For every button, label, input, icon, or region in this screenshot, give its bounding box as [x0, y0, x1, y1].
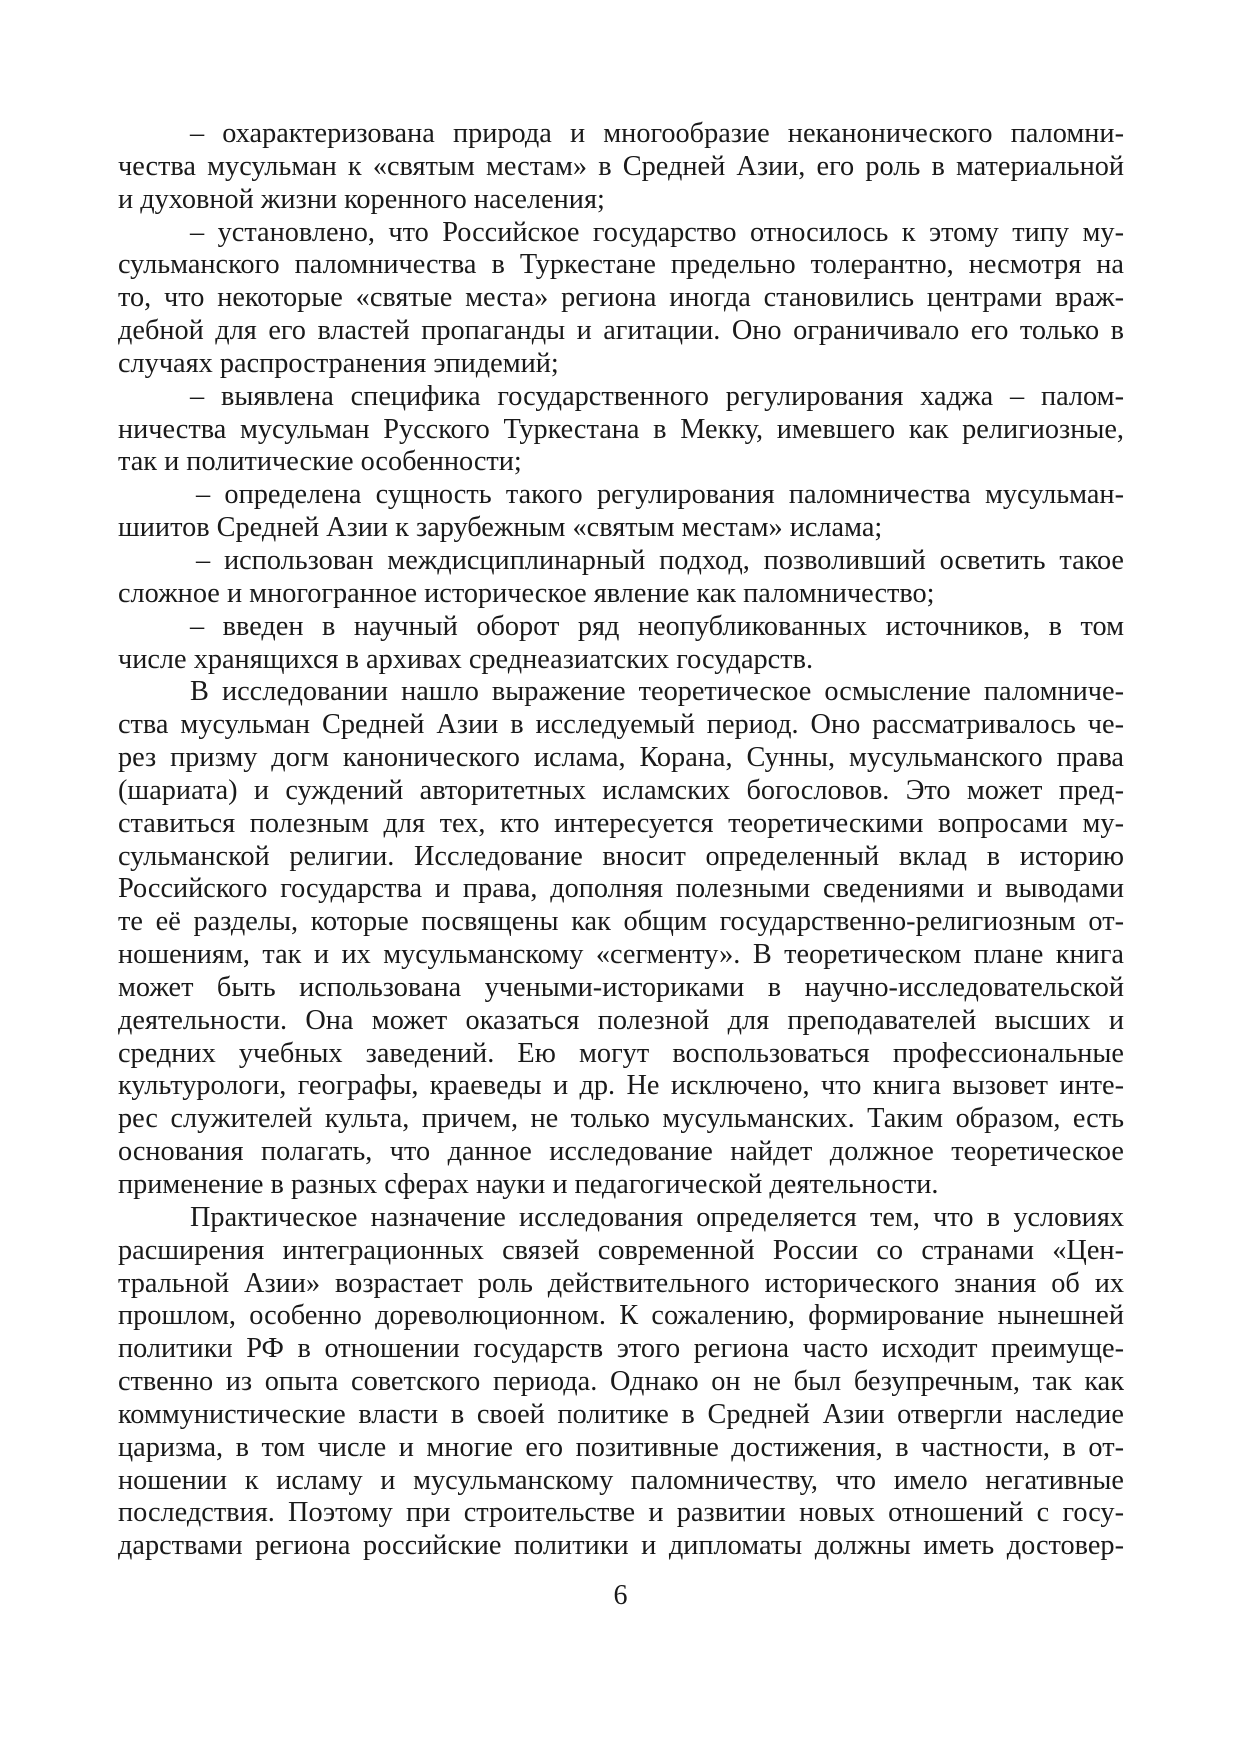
text-line: В исследовании нашло выражение теоретическое осмысление паломниче-	[190, 676, 1124, 708]
text-line: те её разделы, которые посвящены как общим государственно-религиозным от-	[118, 906, 1124, 938]
text-line: числе хранящихся в архивах среднеазиатских государств.	[118, 643, 814, 675]
text-line: чества мусульман к «святым местам» в Средней Азии, его роль в материальной	[118, 150, 1124, 182]
text-line: и духовной жизни коренного населения;	[118, 183, 605, 215]
text-line: так и политические особенности;	[118, 446, 522, 478]
text-line: царизма, в том числе и многие его позитивные достижения, в частности, в от-	[118, 1431, 1124, 1463]
text-line: то, что некоторые «святые места» региона иногда становились центрами враж-	[118, 282, 1124, 314]
text-line: ства мусульман Средней Азии в исследуемый период. Оно рассматривалось че-	[118, 709, 1124, 741]
text-line: прошлом, особенно дореволюционном. К сожалению, формирование нынешней	[118, 1300, 1124, 1332]
text-line: – использован междисциплинарный подход, позволивший осветить такое	[196, 544, 1124, 576]
text-line: – охарактеризована природа и многообразие неканонического паломни-	[190, 118, 1124, 149]
text-line: политики РФ в отношении государств этого региона часто исходит преимуще-	[118, 1333, 1124, 1365]
text-line: – определена сущность такого регулирования паломничества мусульман-	[196, 479, 1124, 511]
text-line: – установлено, что Российское государство относилось к этому типу му-	[190, 216, 1124, 248]
text-line: последствия. Поэтому при строительстве и развитии новых отношений с госу-	[118, 1497, 1124, 1529]
text-line: ничества мусульман Русского Туркестана в Мекку, имевшего как религиозные,	[118, 413, 1124, 445]
text-line: применение в разных сферах науки и педагогической деятельности.	[118, 1169, 939, 1200]
text-line: сложное и многогранное историческое явление как паломничество;	[118, 577, 935, 609]
text-line: Российского государства и права, дополняя полезными сведениями и выводами	[118, 873, 1124, 905]
text-line: – выявлена специфика государственного регулирования хаджа – палом-	[190, 380, 1124, 412]
text-line: рес служителей культа, причем, не только мусульманских. Таким образом, есть	[118, 1103, 1124, 1135]
text-line: основания полагать, что данное исследование найдет должное теоретическое	[118, 1136, 1124, 1168]
text-line: тральной Азии» возрастает роль действительного исторического знания об их	[118, 1267, 1124, 1299]
text-line: – введен в научный оборот ряд неопубликованных источников, в том	[190, 610, 1124, 642]
text-line: случаях распространения эпидемий;	[118, 347, 559, 379]
page-body	[118, 118, 1124, 1563]
text-line: сульманского паломничества в Туркестане предельно толерантно, несмотря на	[118, 249, 1124, 281]
text-line: деятельности. Она может оказаться полезной для преподавателей высших и	[118, 1004, 1124, 1036]
text-line: (шариата) и суждений авторитетных исламских богословов. Это может пред-	[118, 774, 1124, 806]
text-line: ставиться полезным для тех, кто интересуется теоретическими вопросами му-	[118, 807, 1124, 839]
text-line: сульманской религии. Исследование вносит определенный вклад в историю	[118, 840, 1124, 872]
text-line: ношениям, так и их мусульманскому «сегменту». В теоретическом плане книга	[118, 939, 1124, 971]
paragraph	[118, 479, 1124, 545]
text-line: дебной для его властей пропаганды и агитации. Оно ограничивало его только в	[118, 315, 1124, 347]
paragraph	[118, 676, 1124, 1202]
paragraph	[118, 1202, 1124, 1563]
page-number: 6	[613, 1580, 628, 1611]
text-line: расширения интеграционных связей современной России со странами «Цен-	[118, 1234, 1124, 1266]
text-line: ственно из опыта советского периода. Однако он не был безупречным, так как	[118, 1366, 1124, 1398]
text-line: ношении к исламу и мусульманскому паломничеству, что имело негативные	[118, 1464, 1124, 1496]
text-line: коммунистические власти в своей политике в Средней Азии отвергли наследие	[118, 1398, 1124, 1430]
text-line: может быть использована учеными-историками в научно-исследовательской	[118, 971, 1124, 1003]
text-line: средних учебных заведений. Ею могут воспользоваться профессиональные	[118, 1037, 1124, 1069]
text-line: шиитов Средней Азии к зарубежным «святым местам» ислама;	[118, 512, 883, 544]
paragraph	[118, 611, 1124, 677]
paragraph	[118, 217, 1124, 381]
text-line: культурологи, географы, краеведы и др. Не исключено, что книга вызовет инте-	[118, 1070, 1124, 1102]
text-line: Практическое назначение исследования определяется тем, что в условиях	[190, 1201, 1124, 1233]
paragraph	[118, 118, 1124, 217]
paragraph	[118, 545, 1124, 611]
paragraph	[118, 381, 1124, 480]
text-line: рез призму догм канонического ислама, Корана, Сунны, мусульманского права	[118, 742, 1124, 774]
text-line: дарствами региона российские политики и дипломаты должны иметь достовер-	[118, 1530, 1124, 1562]
